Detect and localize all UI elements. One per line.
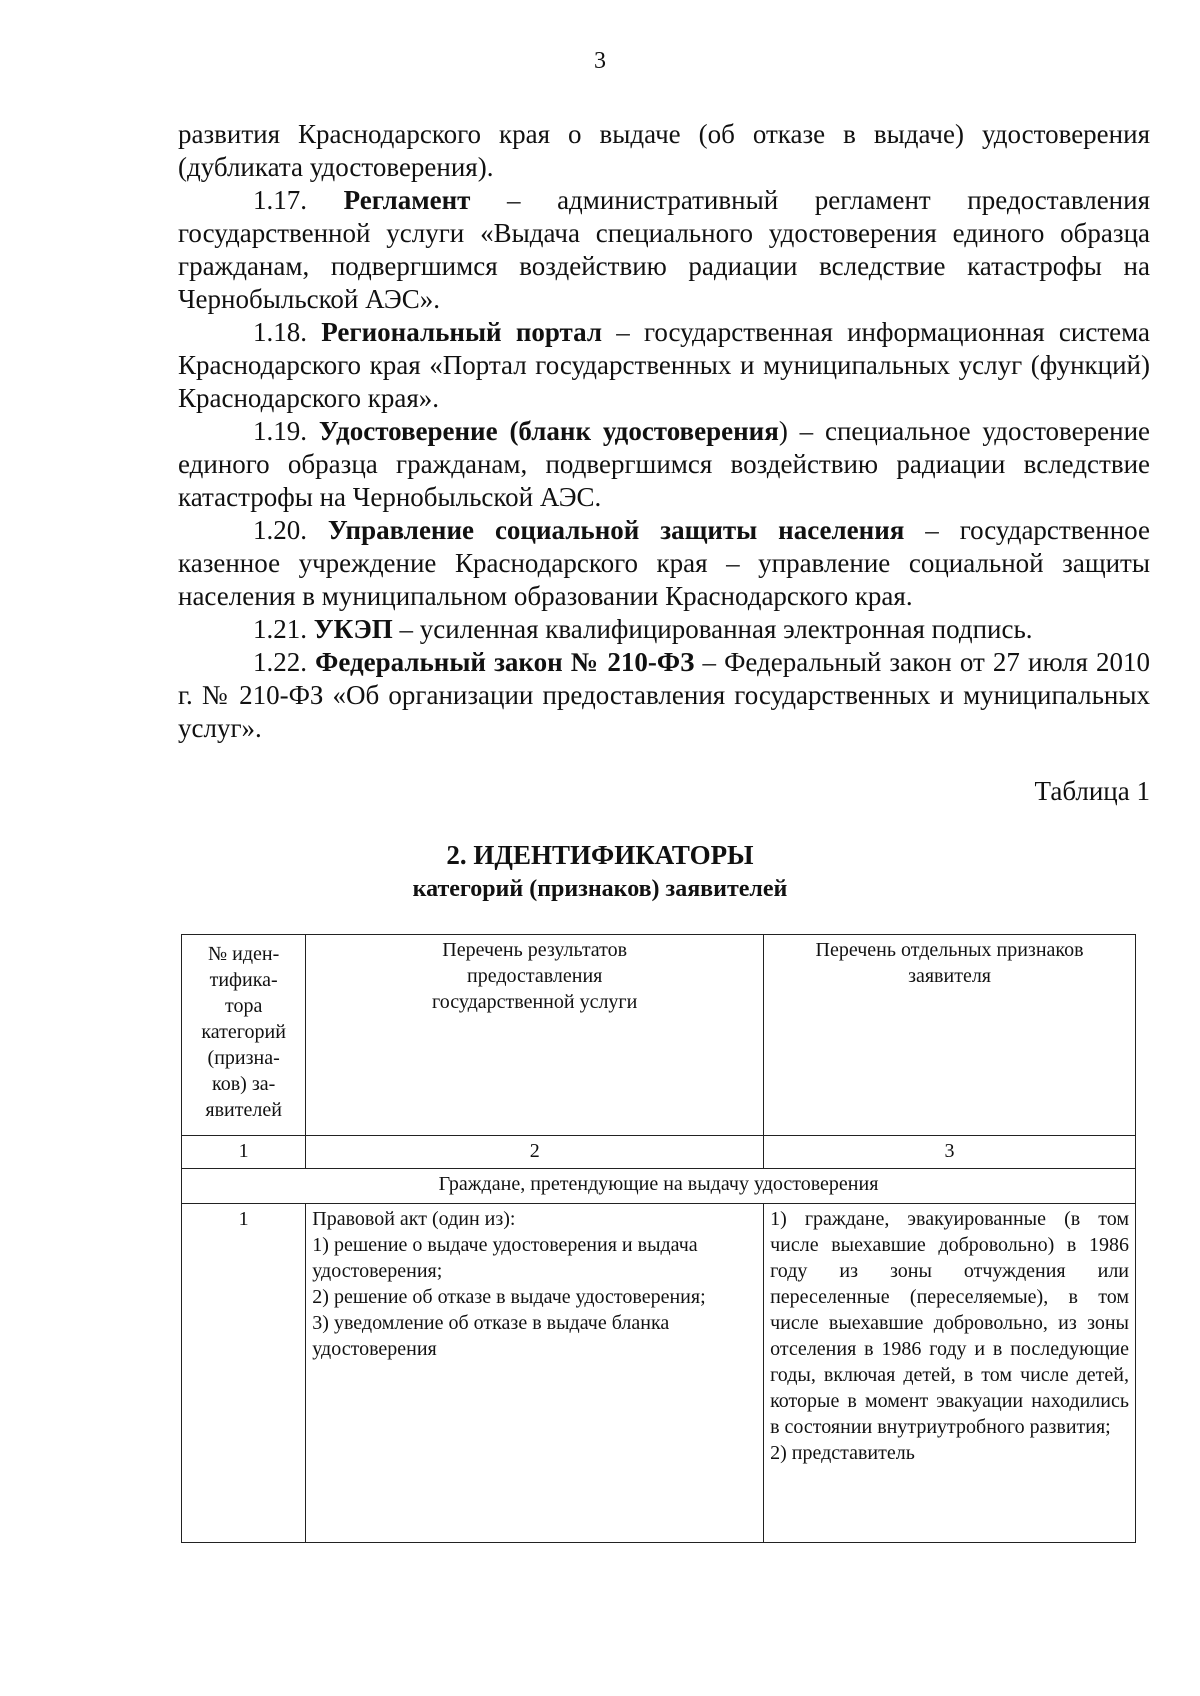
column-number: 2 [306, 1136, 764, 1169]
row-identifier: 1 [182, 1204, 306, 1543]
table-header-row [182, 935, 1136, 1136]
row-results: Правовой акт (один из): 1) решение о выдаче удостоверения и выдача удостоверения; 2) решение об отказе в выдаче удостоверения; 3) уведомление об отказе в выдаче бланка удостоверения [306, 1204, 764, 1543]
body-text [178, 118, 1150, 745]
group-title: Граждане, претендующие на выдачу удостоверения [182, 1169, 1136, 1204]
paragraph-1-19: 1.19. Удостоверение (бланк удостоверения) – специальное удостоверение единого образца гражданам, подвергшимся воздействию радиации вследствие катастрофы на Чернобыльской АЭС. [178, 416, 1150, 512]
term-federal-law: Федеральный закон № 210-ФЗ [315, 647, 695, 677]
header-criteria-list: Перечень отдельных признаков заявителя [764, 935, 1136, 1136]
column-number: 3 [764, 1136, 1136, 1169]
paragraph-1-20: 1.20. Управление социальной защиты населения – государственное казенное учреждение Краснодарского края – управление социальной защиты населения в муниципальном образовании Краснодарского края. [178, 515, 1150, 611]
paragraph-continuation: развития Краснодарского края о выдаче (об отказе в выдаче) удостоверения (дубликата удостоверения). [178, 119, 1150, 182]
term-regional-portal: Региональный портал [321, 317, 603, 347]
section-subtitle: категорий (признаков) заявителей [412, 876, 788, 902]
column-number-row [182, 1136, 1136, 1169]
row-criteria: 1) граждане, эвакуированные (в том числе выехавшие добровольно) в 1986 году из зоны отчуждения или переселенные (переселяемые), в том числе выехавшие добровольно, из зоны отселения в 1986 году и в последующие годы, включая детей, в том числе детей, которые в момент эвакуации находились в состоянии внутриутробного развития; 2) представитель [764, 1204, 1136, 1543]
group-row [182, 1169, 1136, 1204]
section-title: 2. ИДЕНТИФИКАТОРЫ [446, 840, 754, 870]
term-social-protection: Управление социальной защиты населения [327, 515, 905, 545]
header-results-list: Перечень результатов предоставления государственной услуги [306, 935, 764, 1136]
table-row [182, 1204, 1136, 1543]
paragraph-1-18: 1.18. Региональный портал – государственная информационная система Краснодарского края «Портал государственных и муниципальных услуг (функций) Краснодарского края». [178, 317, 1150, 413]
column-number: 1 [182, 1136, 306, 1169]
header-identifier-number: № иден- тифика- тора категорий (призна- ков) за- явителей [182, 935, 306, 1136]
term-reglament: Регламент [343, 185, 471, 215]
paragraph-1-22: 1.22. Федеральный закон № 210-ФЗ – Федеральный закон от 27 июля 2010 г. № 210-ФЗ «Об организации предоставления государственных и муниципальных услуг». [178, 647, 1151, 743]
identifiers-table [181, 934, 1136, 1543]
page-number: 3 [594, 48, 606, 74]
term-certificate: Удостоверение (бланк удостоверения [318, 416, 779, 446]
table-caption: Таблица 1 [1034, 776, 1150, 806]
term-ukep: УКЭП [313, 614, 393, 644]
paragraph-1-17: 1.17. Регламент – административный регламент предоставления государственной услуги «Выдача специального удостоверения единого образца гражданам, подвергшимся воздействию радиации вследствие катастрофы на Чернобыльской АЭС». [178, 185, 1151, 314]
paragraph-1-21: 1.21. УКЭП – усиленная квалифицированная электронная подпись. [253, 614, 1033, 644]
